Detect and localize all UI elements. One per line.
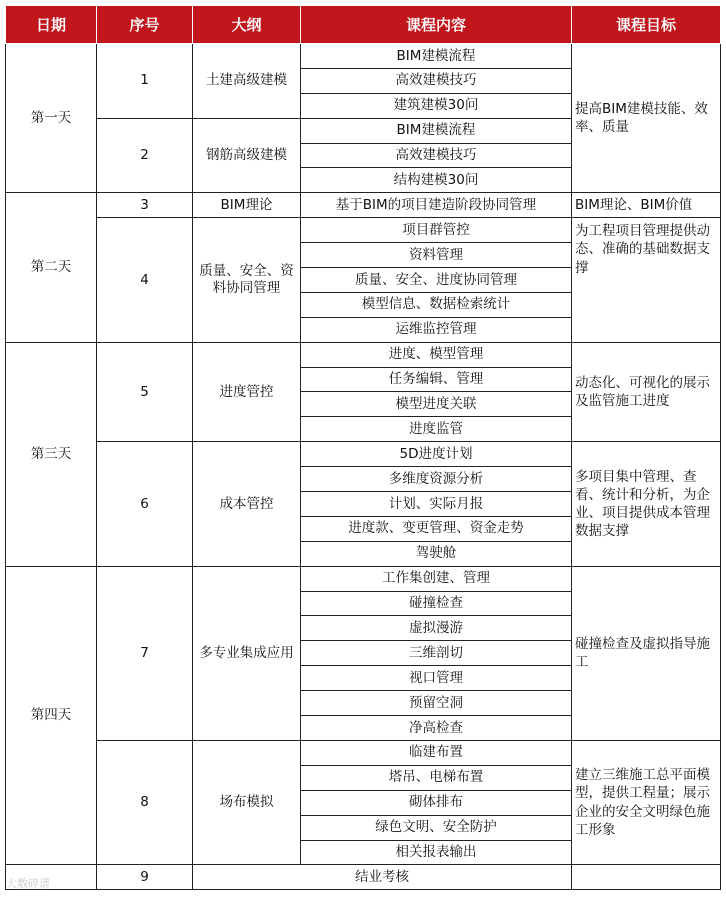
table-row <box>6 566 721 591</box>
seq-cell: 2 <box>97 118 193 193</box>
content-cell: 基于BIM的项目建造阶段协同管理 <box>301 193 572 218</box>
seq-cell: 6 <box>97 442 193 566</box>
content-cell: 计划、实际月报 <box>301 492 572 517</box>
content-cell: 虚拟漫游 <box>301 616 572 641</box>
goal-cell: 多项目集中管理、查看、统计和分析，为企业、项目提供成本管理数据支撑 <box>572 442 721 566</box>
table-row <box>6 218 721 243</box>
watermark: 大数碎谱 <box>6 877 50 890</box>
header-content: 课程内容 <box>301 6 572 44</box>
day-cell: 第三天 <box>6 342 97 566</box>
content-cell: 质量、安全、进度协同管理 <box>301 268 572 293</box>
header-goal: 课程目标 <box>572 6 721 44</box>
header-outline: 大纲 <box>193 6 301 44</box>
content-cell: 高效建模技巧 <box>301 143 572 168</box>
content-cell: 碰撞检查 <box>301 591 572 616</box>
content-cell: 模型信息、数据检索统计 <box>301 292 572 317</box>
day-cell: 第二天 <box>6 193 97 342</box>
day-cell: 第四天 <box>6 566 97 865</box>
table-row <box>6 193 721 218</box>
day-cell: 第一天 <box>6 44 97 193</box>
content-cell: 结业考核 <box>193 865 572 890</box>
content-cell: 5D进度计划 <box>301 442 572 467</box>
content-cell: 预留空洞 <box>301 691 572 716</box>
content-cell: 资料管理 <box>301 243 572 268</box>
content-cell: 塔吊、电梯布置 <box>301 765 572 790</box>
content-cell: 进度款、变更管理、资金走势 <box>301 516 572 541</box>
outline-cell: 场布模拟 <box>193 740 301 864</box>
table-row <box>6 342 721 367</box>
seq-cell: 5 <box>97 342 193 442</box>
seq-cell: 1 <box>97 44 193 119</box>
content-cell: 视口管理 <box>301 666 572 691</box>
seq-cell: 4 <box>97 218 193 342</box>
seq-cell: 8 <box>97 740 193 864</box>
content-cell: 砌体排布 <box>301 790 572 815</box>
outline-cell: 进度管控 <box>193 342 301 442</box>
goal-cell: 动态化、可视化的展示及监管施工进度 <box>572 342 721 442</box>
content-cell: 绿色文明、安全防护 <box>301 815 572 840</box>
seq-cell: 3 <box>97 193 193 218</box>
table-row <box>6 442 721 467</box>
table-row <box>6 740 721 765</box>
header-row <box>6 6 721 44</box>
content-cell: 相关报表输出 <box>301 840 572 865</box>
goal-cell: 建立三维施工总平面模型，提供工程量；展示企业的安全文明绿色施工形象 <box>572 740 721 864</box>
goal-cell <box>572 865 721 890</box>
outline-cell: 成本管控 <box>193 442 301 566</box>
content-cell: 任务编辑、管理 <box>301 367 572 392</box>
content-cell: 三维剖切 <box>301 641 572 666</box>
content-cell: 运维监控管理 <box>301 317 572 342</box>
table-row <box>6 44 721 69</box>
content-cell: 多维度资源分析 <box>301 467 572 492</box>
outline-cell: 质量、安全、资料协同管理 <box>193 218 301 342</box>
content-cell: 进度监管 <box>301 417 572 442</box>
content-cell: 建筑建模30问 <box>301 93 572 118</box>
content-cell: BIM建模流程 <box>301 118 572 143</box>
content-cell: 项目群管控 <box>301 218 572 243</box>
content-cell: 高效建模技巧 <box>301 68 572 93</box>
header-date: 日期 <box>6 6 97 44</box>
seq-cell: 7 <box>97 566 193 740</box>
goal-cell: 为工程项目管理提供动态、准确的基础数据支撑 <box>572 218 721 342</box>
outline-cell: BIM理论 <box>193 193 301 218</box>
outline-cell: 多专业集成应用 <box>193 566 301 740</box>
goal-cell: BIM理论、BIM价值 <box>572 193 721 218</box>
seq-cell: 9 <box>97 865 193 890</box>
content-cell: 驾驶舱 <box>301 541 572 566</box>
content-cell: 净高检查 <box>301 716 572 741</box>
content-cell: 工作集创建、管理 <box>301 566 572 591</box>
content-cell: 进度、模型管理 <box>301 342 572 367</box>
goal-cell: 提高BIM建模技能、效率、质量 <box>572 44 721 193</box>
content-cell: 临建布置 <box>301 740 572 765</box>
goal-cell: 碰撞检查及虚拟指导施工 <box>572 566 721 740</box>
outline-cell: 钢筋高级建模 <box>193 118 301 193</box>
table-row <box>6 865 721 890</box>
header-no: 序号 <box>97 6 193 44</box>
content-cell: 结构建模30问 <box>301 168 572 193</box>
content-cell: BIM建模流程 <box>301 44 572 69</box>
content-cell: 模型进度关联 <box>301 392 572 417</box>
course-schedule-table <box>5 5 721 890</box>
outline-cell: 土建高级建模 <box>193 44 301 119</box>
